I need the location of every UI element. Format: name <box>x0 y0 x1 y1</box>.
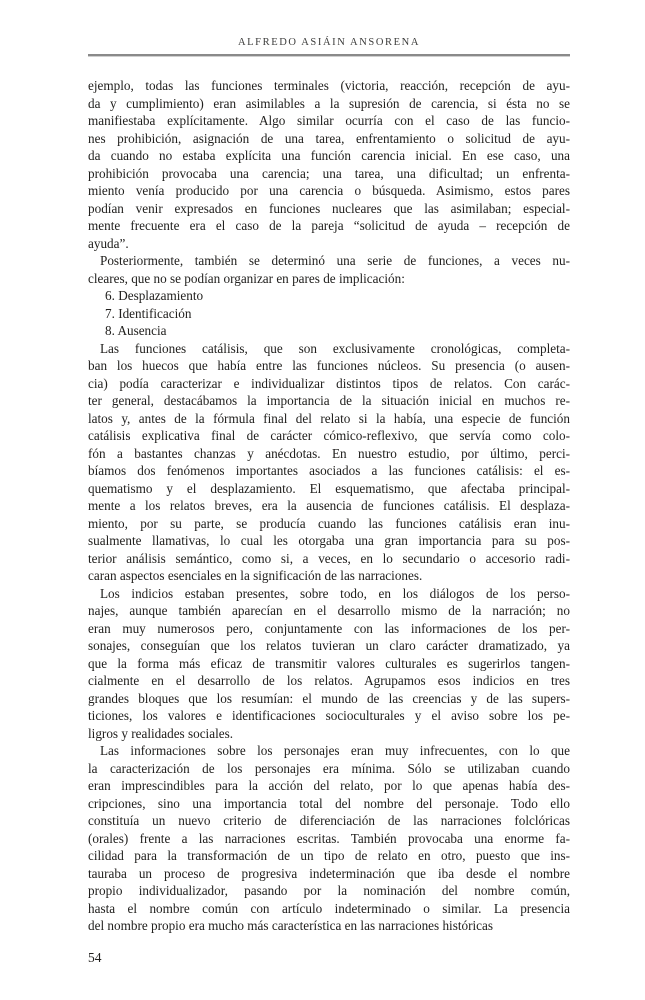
text-line: manifiestaba explícitamente. Algo similar ocurría con el caso de las funcio- <box>88 113 570 128</box>
text-line: grandes bloques que los resumían: el mundo de las creencias y de las supers- <box>88 690 570 706</box>
body-text <box>88 77 570 935</box>
text-line: fón a bastantes chanzas y anécdotas. En nuestro estudio, por último, perci- <box>88 445 570 461</box>
text-line: Los indicios estaban presentes, sobre todo, en los diálogos de los perso- <box>100 585 570 601</box>
text-line: hasta el nombre común con artículo indeterminado o similar. La presencia <box>88 900 570 916</box>
text-line: cleares, que no se podían organizar en pares de implicación: <box>88 270 405 286</box>
paragraph <box>88 340 570 585</box>
text-line: propio individualizador, pasando por la nominación del nombre común, <box>88 883 570 898</box>
text-line: ter general, destacábamos la importancia de la situación inicial en muchos re- <box>88 393 570 408</box>
paragraph <box>88 742 570 935</box>
text-line: eran muy numerosos pero, conjuntamente con las informaciones de los per- <box>88 620 570 636</box>
text-line: sualmente llamativas, lo cual les otorgaba una gran importancia para su pos- <box>88 533 570 548</box>
text-line: mente a los relatos breves, era la ausencia de funciones catálisis. El desplaza- <box>88 498 570 513</box>
text-line: ayuda”. <box>88 235 129 251</box>
text-line: da y cumplimiento) eran asimilables a la supresión de carencia, si ésta no se <box>88 95 570 111</box>
page-number: 54 <box>88 949 102 965</box>
text-line: ban los huecos que había entre las funciones núcleos. Su presencia (o ausen- <box>88 358 570 373</box>
text-line: ticiones, los valores e identificaciones socioculturales y el aviso sobre los pe- <box>88 708 570 723</box>
running-header <box>0 0 645 57</box>
numbered-list <box>88 287 570 340</box>
list-item: 7. Identificación <box>105 305 192 321</box>
text-line: najes, aunque también aparecían en el desarrollo mismo de la narración; no <box>88 603 570 618</box>
text-line: cripciones, sino una importancia total del nombre del personaje. Todo ello <box>88 795 570 811</box>
running-header-author: ALFREDO ASIÁIN ANSORENA <box>237 37 421 48</box>
text-line: prohibición provocaba una carencia; una tarea, una dificultad; un enfrenta- <box>88 165 570 181</box>
text-line: (orales) frente a las narraciones escritas. También provocaba una enorme fa- <box>88 830 570 846</box>
text-line: bíamos dos fenómenos importantes asociados a las funciones catálisis: el es- <box>88 463 570 478</box>
text-line: da cuando no estaba explícita una función carencia inicial. En ese caso, una <box>88 148 570 163</box>
text-line: tauraba un proceso de progresiva indeterminación que iba desde el nombre <box>88 865 570 881</box>
text-line: caran aspectos esenciales en la significación de las narraciones. <box>88 568 423 583</box>
text-line: eran imprescindibles para la acción del relato, por lo que apenas había des- <box>88 778 570 793</box>
text-line: nes prohibición, asignación de una tarea, enfrentamiento o solicitud de ayu- <box>88 130 570 146</box>
text-line: mente frecuente era el caso de la pareja “solicitud de ayuda – recepción de <box>88 218 570 233</box>
text-line: latos y, antes de la fórmula final del relato si la había, una especie de función <box>88 410 570 426</box>
list-item: 8. Ausencia <box>105 323 167 338</box>
paragraph <box>88 77 570 252</box>
text-line: podían venir expresados en funciones nucleares que las asimilaban; especial- <box>88 200 570 216</box>
text-line: constituía un nuevo criterio de diferenciación de las narraciones folclóricas <box>88 813 570 828</box>
text-line: ejemplo, todas las funciones terminales (victoria, reacción, recepción de ayu- <box>88 78 570 93</box>
text-line: sonajes, conseguían que los relatos tuvieran un claro carácter dramatizado, ya <box>88 638 570 653</box>
text-line: cilidad para la transformación de un tipo de relato en otro, puesto que ins- <box>88 848 570 863</box>
text-line: la caracterización de los personajes era mínima. Sólo se utilizaban cuando <box>88 760 570 776</box>
text-line: ligros y realidades sociales. <box>88 725 234 741</box>
text-line: miento venía producido por una carencia o búsqueda. Asimismo, estos pares <box>88 183 570 198</box>
list-item: 6. Desplazamiento <box>105 288 204 303</box>
text-line: del nombre propio era mucho más característica en las narraciones históricas <box>88 918 493 933</box>
text-line: que la forma más eficaz de transmitir valores culturales es sugerirlos tangen- <box>88 655 570 671</box>
text-line: Las informaciones sobre los personajes eran muy infrecuentes, con lo que <box>100 743 570 758</box>
text-line: cia) podía caracterizar e individualizar distintos tipos de relatos. Con carác- <box>88 375 570 391</box>
header-rule <box>88 54 570 57</box>
text-line: catálisis explicativa final de carácter cómico-reflexivo, que servía como colo- <box>88 428 570 443</box>
text-line: miento, por su parte, se producía cuando las funciones catálisis eran inu- <box>88 515 570 531</box>
paragraph <box>88 585 570 743</box>
text-line: Las funciones catálisis, que son exclusivamente cronológicas, completa- <box>100 340 570 356</box>
text-line: Posteriormente, también se determinó una serie de funciones, a veces nu- <box>100 253 570 268</box>
text-line: quematismo y el desplazamiento. El esquematismo, que afectaba principal- <box>88 480 570 496</box>
paragraph <box>88 252 570 287</box>
text-line: cialmente en el desarrollo de los relatos. Agrupamos esos indicios en tres <box>88 673 570 688</box>
text-line: terior análisis semántico, como si, a veces, en lo secundario o accesorio radi- <box>88 550 570 566</box>
